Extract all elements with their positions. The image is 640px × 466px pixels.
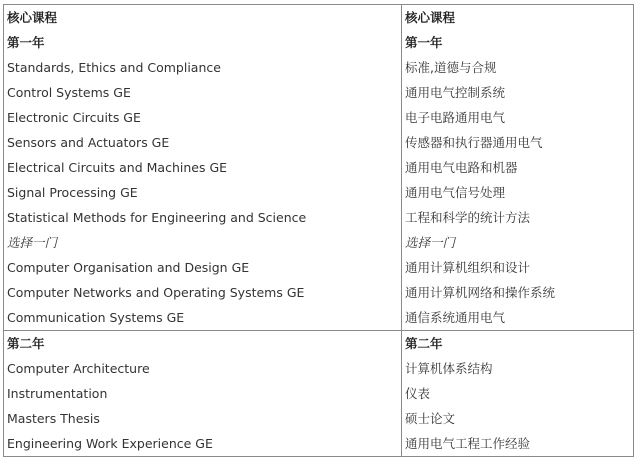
course-table xyxy=(3,4,634,457)
course-cell: Computer Networks and Operating Systems GE xyxy=(7,285,305,300)
course-cell: Masters Thesis xyxy=(7,411,100,426)
section-year-two xyxy=(4,331,633,456)
course-cell: Signal Processing GE xyxy=(7,185,138,200)
elective-note: 选择一门 xyxy=(405,235,456,250)
course-cell: 工程和科学的统计方法 xyxy=(405,210,531,225)
course-cell: Electronic Circuits GE xyxy=(7,110,141,125)
course-cell: Standards, Ethics and Compliance xyxy=(7,60,221,75)
elective-note: 选择一门 xyxy=(7,235,58,250)
course-cell: 仪表 xyxy=(405,386,431,401)
column-chinese xyxy=(402,5,633,330)
course-cell: Engineering Work Experience GE xyxy=(7,436,213,451)
course-cell: 通用计算机网络和操作系统 xyxy=(405,285,556,300)
course-cell: 通用计算机组织和设计 xyxy=(405,260,531,275)
column-chinese xyxy=(402,331,633,456)
course-cell: Computer Organisation and Design GE xyxy=(7,260,250,275)
year-heading-first: 第一年 xyxy=(405,35,443,50)
course-cell: Communication Systems GE xyxy=(7,310,185,325)
column-english xyxy=(4,5,402,330)
course-cell: 硕士论文 xyxy=(405,411,456,426)
course-cell: Sensors and Actuators GE xyxy=(7,135,170,150)
year-heading-first: 第一年 xyxy=(7,35,45,50)
course-cell: Computer Architecture xyxy=(7,361,150,376)
course-cell: 通用电气工程工作经验 xyxy=(405,436,531,451)
course-cell: Instrumentation xyxy=(7,386,108,401)
header-cell-core-courses: 核心课程 xyxy=(7,10,58,25)
year-heading-second: 第二年 xyxy=(7,336,45,351)
course-cell: 计算机体系结构 xyxy=(405,361,493,376)
section-year-one xyxy=(4,5,633,331)
year-heading-second: 第二年 xyxy=(405,336,443,351)
course-cell: 通用电气信号处理 xyxy=(405,185,506,200)
course-cell: Control Systems GE xyxy=(7,85,131,100)
course-cell: 标准,道德与合规 xyxy=(405,60,497,75)
course-cell: 电子电路通用电气 xyxy=(405,110,506,125)
course-cell: Statistical Methods for Engineering and Science xyxy=(7,210,307,225)
header-cell-core-courses: 核心课程 xyxy=(405,10,456,25)
course-cell: 通信系统通用电气 xyxy=(405,310,506,325)
course-cell: 通用电气电路和机器 xyxy=(405,160,518,175)
column-english xyxy=(4,331,402,456)
course-cell: Electrical Circuits and Machines GE xyxy=(7,160,228,175)
course-cell: 通用电气控制系统 xyxy=(405,85,506,100)
course-cell: 传感器和执行器通用电气 xyxy=(405,135,543,150)
